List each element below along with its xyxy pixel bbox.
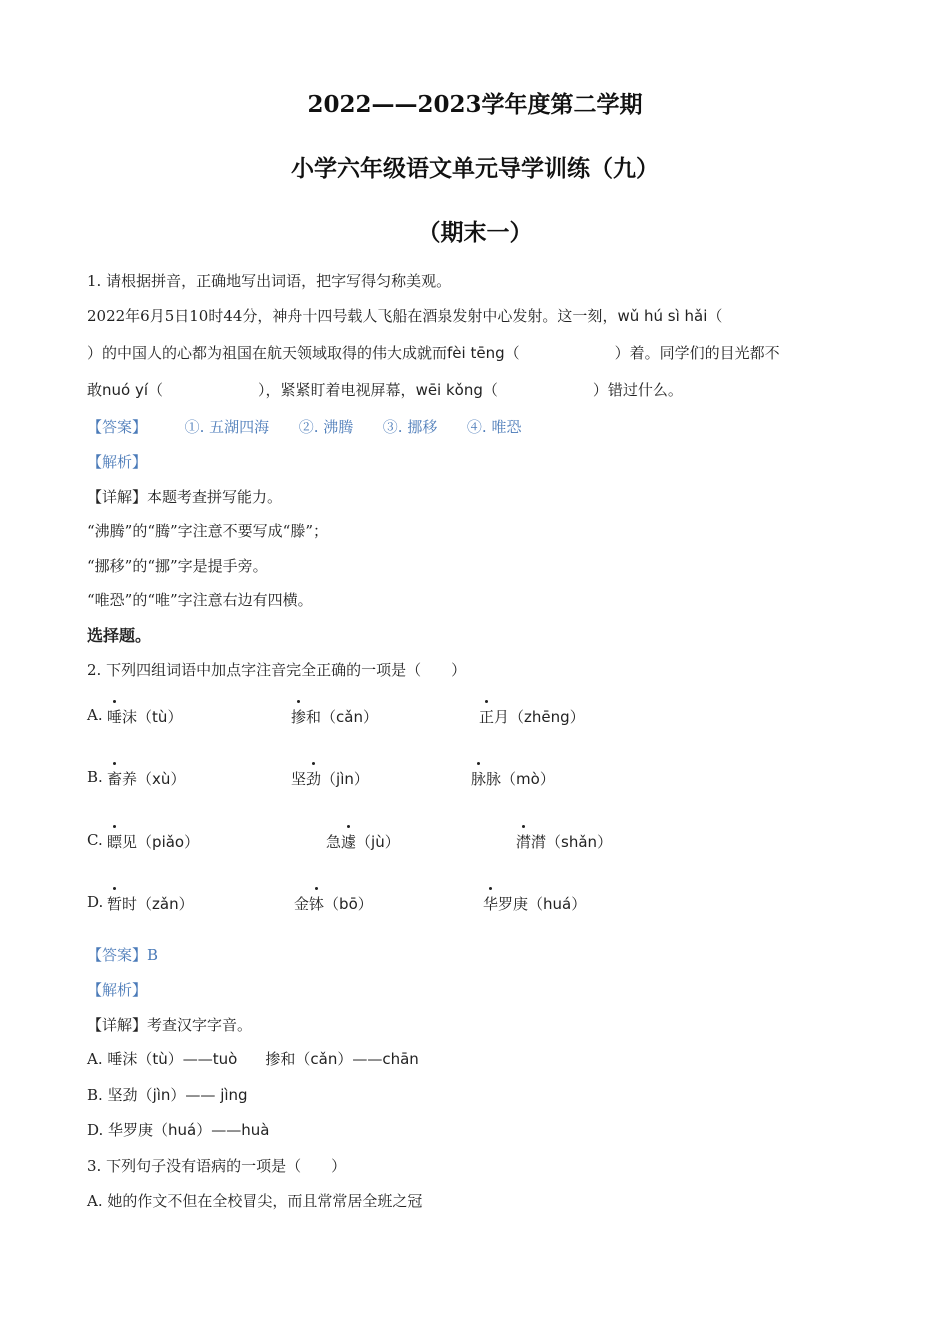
correction-text: ）—— bbox=[167, 1050, 213, 1068]
paren-open: （ bbox=[137, 770, 153, 788]
q2-option-word bbox=[107, 831, 199, 852]
answer-item: ①. 五湖四海 bbox=[184, 418, 270, 436]
q2-option-word bbox=[516, 831, 612, 852]
paren-close: ） bbox=[167, 708, 183, 726]
pinyin: huà bbox=[241, 1121, 270, 1139]
blank-open: （ bbox=[148, 381, 164, 399]
word-char: 沫 bbox=[122, 708, 138, 726]
q2-answer bbox=[87, 944, 158, 965]
word-char: 见 bbox=[122, 833, 138, 851]
q2-option-word bbox=[107, 768, 185, 789]
dotted-char: 潸 bbox=[516, 833, 532, 851]
correction-text: ）—— bbox=[196, 1121, 242, 1139]
q1-note: “唯恐”的“唯”字注意右边有四横。 bbox=[87, 591, 313, 609]
answer-item: ②. 沸腾 bbox=[298, 418, 354, 436]
pinyin: jìng bbox=[220, 1086, 248, 1104]
q1-note: “沸腾”的“腾”字注意不要写成“滕”； bbox=[87, 522, 329, 540]
option-pinyin: zǎn bbox=[152, 895, 179, 913]
pinyin-prompt: fèi tēng bbox=[447, 344, 505, 362]
pinyin: jìn bbox=[152, 1086, 171, 1104]
q2-option-letter: B. bbox=[87, 768, 103, 786]
q2-correction-b bbox=[87, 1084, 248, 1105]
correction-text: A. 唾沫（ bbox=[87, 1050, 153, 1068]
word-char: 养 bbox=[122, 770, 138, 788]
q1-text-line3 bbox=[87, 379, 683, 400]
dotted-char: 瞟 bbox=[107, 833, 123, 851]
title-year: 2022——2023学年度第二学期 bbox=[307, 91, 643, 118]
paren-open: （ bbox=[321, 770, 337, 788]
q2-option-word bbox=[479, 706, 585, 727]
paren-open: （ bbox=[137, 895, 153, 913]
correction-text: B. 坚劲（ bbox=[87, 1086, 153, 1104]
option-pinyin: jìn bbox=[336, 770, 354, 788]
title-term: （期末一） bbox=[417, 219, 533, 246]
answer-value: B bbox=[147, 946, 159, 964]
detail-label: 【详解】 bbox=[87, 488, 148, 506]
word-char: 和 bbox=[306, 708, 322, 726]
pinyin: chān bbox=[382, 1050, 419, 1068]
dotted-char: 劲 bbox=[306, 770, 322, 788]
q3-option-a: A. 她的作文不但在全校冒尖，而且常常居全班之冠 bbox=[87, 1192, 423, 1210]
pinyin-prompt: wēi kǒng bbox=[415, 381, 483, 399]
paren-open: （ bbox=[501, 770, 517, 788]
answer-item: ③. 挪移 bbox=[382, 418, 438, 436]
paren-open: （ bbox=[528, 895, 544, 913]
paren-close: ） bbox=[597, 833, 613, 851]
q1-text-line2 bbox=[87, 342, 780, 363]
paren-close: ） bbox=[384, 833, 400, 851]
option-pinyin: shǎn bbox=[561, 833, 598, 851]
q1-text-segment: ）的中国人的心都为祖国在航天领域取得的伟大成就而 bbox=[87, 344, 448, 362]
word-char: 金 bbox=[294, 895, 310, 913]
section-heading: 选择题。 bbox=[87, 626, 152, 645]
q2-option-letter: A. bbox=[87, 706, 103, 724]
detail-text: 考查汉字字音。 bbox=[147, 1016, 253, 1034]
option-pinyin: huá bbox=[543, 895, 572, 913]
paren-close: ） bbox=[363, 708, 379, 726]
answer-item: ④. 唯恐 bbox=[466, 418, 522, 436]
word-char: 急 bbox=[326, 833, 342, 851]
q1-analysis-label: 【解析】 bbox=[87, 453, 148, 471]
q2-stem: 2. 下列四组词语中加点字注音完全正确的一项是（ ） bbox=[87, 661, 467, 679]
q1-text-segment: ）错过什么。 bbox=[592, 381, 683, 399]
paren-close: ） bbox=[184, 833, 200, 851]
dotted-char: 畜 bbox=[107, 770, 123, 788]
q2-detail bbox=[87, 1014, 252, 1035]
answer-label: 【答案】 bbox=[87, 946, 148, 964]
dotted-char: 暂 bbox=[107, 895, 123, 913]
q2-option-word bbox=[291, 768, 369, 789]
option-pinyin: jù bbox=[371, 833, 385, 851]
paren-open: （ bbox=[324, 895, 340, 913]
paren-close: ） bbox=[170, 770, 186, 788]
paren-open: （ bbox=[509, 708, 525, 726]
q2-option-word bbox=[483, 893, 586, 914]
blank-open: （ bbox=[707, 307, 723, 325]
q1-text-line1 bbox=[87, 305, 722, 326]
pinyin: tuò bbox=[212, 1050, 238, 1068]
option-pinyin: xù bbox=[152, 770, 171, 788]
paren-close: ） bbox=[178, 895, 194, 913]
word-char: 脉 bbox=[486, 770, 502, 788]
q2-option-word bbox=[107, 706, 182, 727]
q1-text-segment: 敢 bbox=[87, 381, 103, 399]
pinyin: tù bbox=[152, 1050, 168, 1068]
pinyin-prompt: nuó yí bbox=[102, 381, 149, 399]
detail-text: 本题考查拼写能力。 bbox=[147, 488, 283, 506]
option-pinyin: cǎn bbox=[336, 708, 363, 726]
dotted-char: 脉 bbox=[471, 770, 487, 788]
detail-label: 【详解】 bbox=[87, 1016, 148, 1034]
correction-text: ）—— bbox=[170, 1086, 221, 1104]
paren-open: （ bbox=[137, 833, 153, 851]
correction-text: D. 华罗庚（ bbox=[87, 1121, 169, 1139]
paren-open: （ bbox=[321, 708, 337, 726]
q2-option-word bbox=[291, 706, 378, 727]
dotted-char: 掺 bbox=[291, 708, 307, 726]
q1-answer bbox=[87, 416, 521, 437]
q1-stem: 1. 请根据拼音，正确地写出词语，把字写得匀称美观。 bbox=[87, 272, 452, 290]
blank-open: （ bbox=[482, 381, 498, 399]
q1-note: “挪移”的“挪”字是提手旁。 bbox=[87, 557, 268, 575]
q2-option-letter: C. bbox=[87, 831, 103, 849]
word-char: 月 bbox=[494, 708, 510, 726]
q2-option-word bbox=[471, 768, 555, 789]
dotted-char: 钵 bbox=[309, 895, 325, 913]
q1-detail bbox=[87, 486, 282, 507]
word-char: 坚 bbox=[291, 770, 307, 788]
word-char: 潸 bbox=[531, 833, 547, 851]
dotted-char: 正 bbox=[479, 708, 495, 726]
word-char: 罗庚 bbox=[498, 895, 529, 913]
paren-close: ） bbox=[357, 895, 373, 913]
option-pinyin: zhēng bbox=[524, 708, 570, 726]
q3-stem: 3. 下列句子没有语病的一项是（ ） bbox=[87, 1157, 347, 1175]
q2-option-word bbox=[294, 893, 373, 914]
paren-open: （ bbox=[356, 833, 372, 851]
dotted-char: 华 bbox=[483, 895, 499, 913]
paren-close: ） bbox=[539, 770, 555, 788]
option-pinyin: tù bbox=[152, 708, 168, 726]
q1-text-segment: 2022年6月5日10时44分，神舟十四号载人飞船在酒泉发射中心发射。这一刻， bbox=[87, 307, 618, 325]
dotted-char: 唾 bbox=[107, 708, 123, 726]
q2-option-word bbox=[326, 831, 400, 852]
q1-text-segment: ）着。同学们的目光都不 bbox=[614, 344, 780, 362]
dotted-char: 遽 bbox=[341, 833, 357, 851]
option-pinyin: bō bbox=[339, 895, 358, 913]
q2-correction-d bbox=[87, 1119, 269, 1140]
answer-label: 【答案】 bbox=[87, 418, 148, 436]
q2-correction-a bbox=[87, 1048, 419, 1069]
option-pinyin: mò bbox=[516, 770, 540, 788]
pinyin-prompt: wǔ hú sì hǎi bbox=[617, 307, 708, 325]
q2-option-letter: D. bbox=[87, 893, 104, 911]
paren-close: ） bbox=[571, 895, 587, 913]
correction-text: ）—— bbox=[337, 1050, 383, 1068]
pinyin: cǎn bbox=[310, 1050, 338, 1068]
q1-text-segment: ），紧紧盯着电视屏幕， bbox=[258, 381, 416, 399]
q2-analysis-label: 【解析】 bbox=[87, 981, 148, 999]
title-course: 小学六年级语文单元导学训练（九） bbox=[291, 155, 659, 182]
word-char: 时 bbox=[122, 895, 138, 913]
option-pinyin: piǎo bbox=[152, 833, 185, 851]
paren-close: ） bbox=[569, 708, 585, 726]
pinyin: huá bbox=[168, 1121, 197, 1139]
q2-option-word bbox=[107, 893, 194, 914]
paren-close: ） bbox=[353, 770, 369, 788]
blank-open: （ bbox=[504, 344, 520, 362]
paren-open: （ bbox=[546, 833, 562, 851]
paren-open: （ bbox=[137, 708, 153, 726]
correction-text: 掺和（ bbox=[265, 1050, 311, 1068]
